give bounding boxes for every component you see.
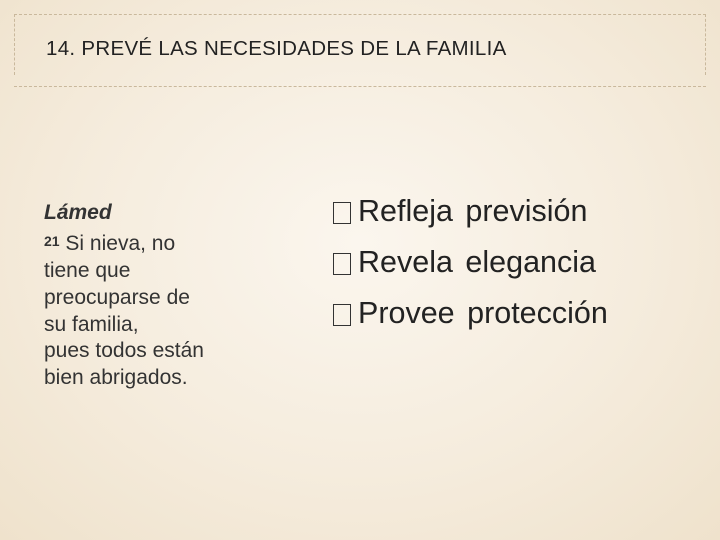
checkbox-icon <box>333 304 351 326</box>
verse-text: Si nieva, no <box>65 231 176 255</box>
bullet-item <box>333 186 608 237</box>
bullet-text: Refleja previsión <box>358 194 588 228</box>
checkbox-icon <box>333 253 351 275</box>
checkbox-icon <box>333 202 351 224</box>
verse-block <box>44 200 304 392</box>
verse-line: su familia, <box>44 312 139 336</box>
bullet-item <box>333 288 608 339</box>
bullet-list <box>333 186 608 339</box>
verse-line <box>44 231 304 258</box>
bullet-item <box>333 237 608 288</box>
verse-speaker: Lámed <box>44 201 112 224</box>
verse-line: bien abrigados. <box>44 366 188 390</box>
bullet-text: Provee protección <box>358 296 608 330</box>
bullet-text: Revela elegancia <box>358 245 596 279</box>
verse-line: pues todos están <box>44 339 204 363</box>
verse-number: 21 <box>44 232 60 249</box>
slide-title: 14. PREVÉ LAS NECESIDADES DE LA FAMILIA <box>46 37 507 60</box>
verse-line: preocuparse de <box>44 285 190 309</box>
verse-line: tiene que <box>44 258 131 282</box>
title-divider <box>14 86 706 87</box>
